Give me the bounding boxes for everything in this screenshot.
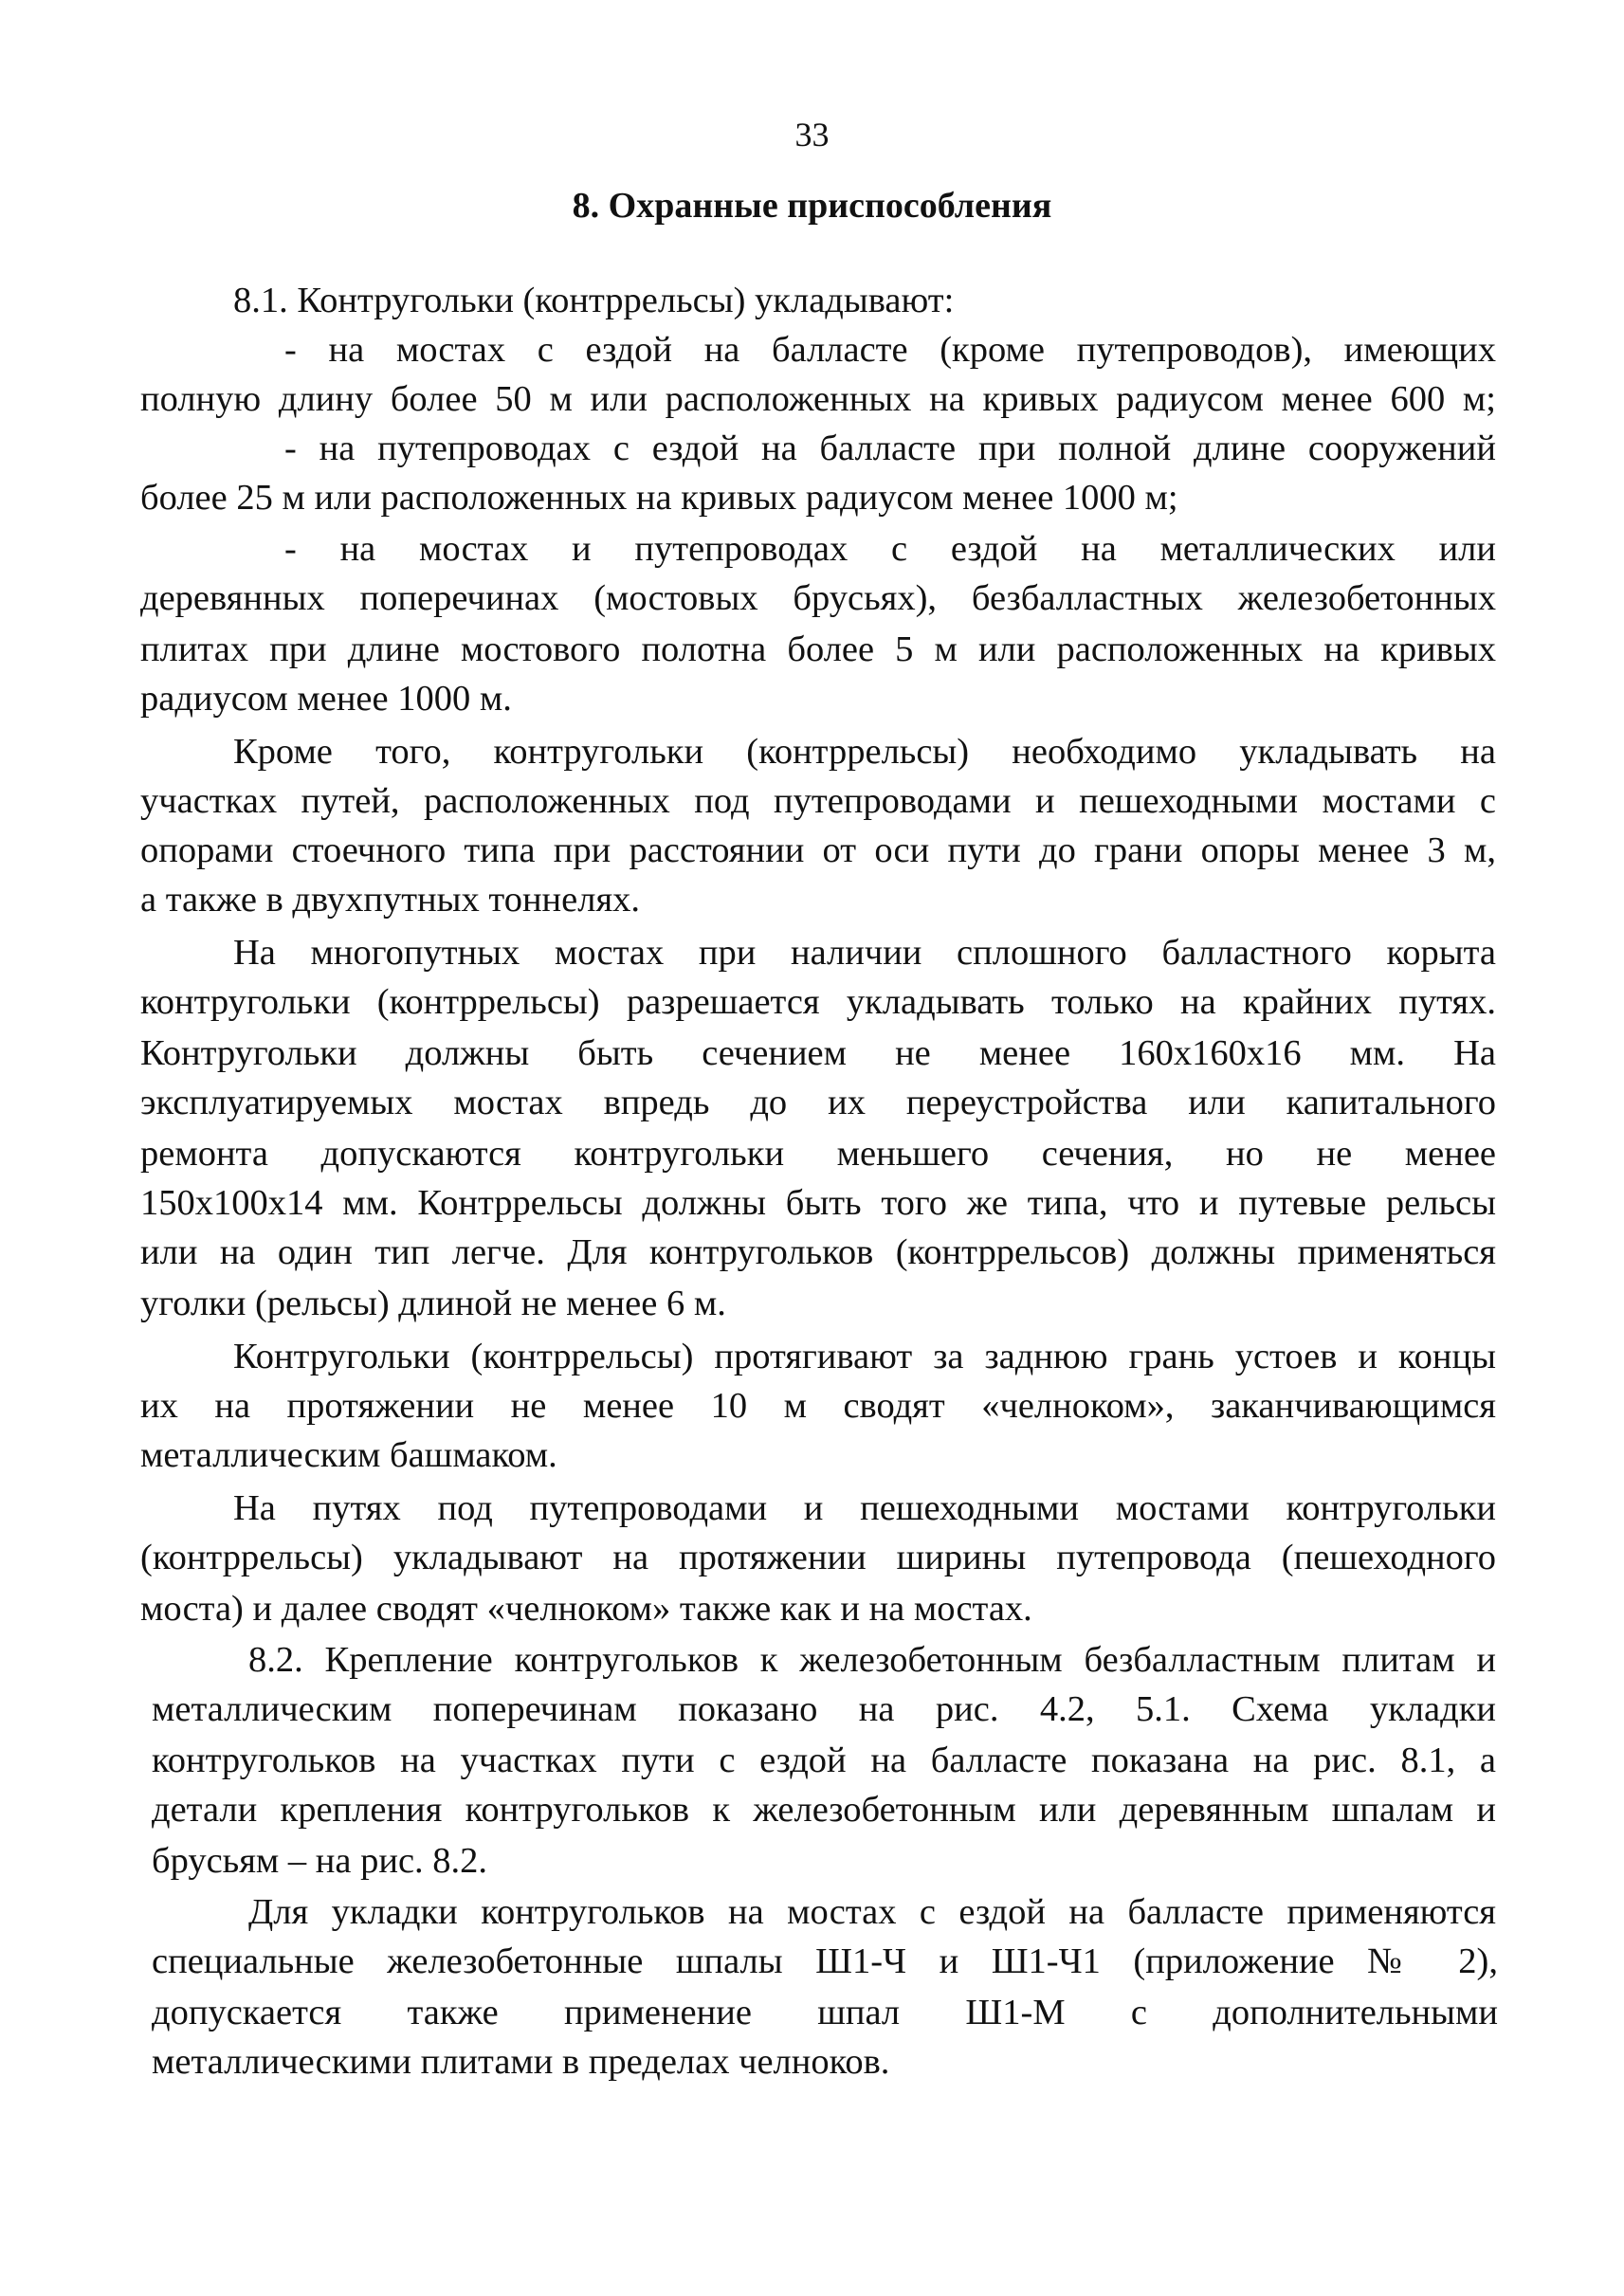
text-line: специальные железобетонные шпалы Ш1-Ч и Ш1-Ч1 (приложение № 2), — [152, 1941, 1498, 1981]
page-number: 33 — [794, 116, 830, 154]
text-line: 8.2. Крепление контругольков к железобетонным безбалластным плитам и — [248, 1640, 1496, 1680]
text-line: или на один тип легче. Для контругольков (контррельсов) должны применяться — [140, 1232, 1496, 1272]
text-line: участках путей, расположенных под путепроводами и пешеходными мостами с — [140, 781, 1496, 821]
text-line: более 25 м или расположенных на кривых радиусом менее 1000 м; — [140, 478, 1178, 518]
text-line: детали крепления контругольков к железобетонным или деревянным шпалам и — [152, 1790, 1496, 1830]
text-line: металлическим башмаком. — [140, 1435, 557, 1475]
text-line: - на мостах с ездой на балласте (кроме путепроводов), имеющих — [284, 330, 1496, 370]
text-line: деревянных поперечинах (мостовых брусьях), безбалластных железобетонных — [140, 578, 1496, 618]
text-line: Для укладки контругольков на мостах с ездой на балласте применяются — [248, 1892, 1496, 1932]
text-line: Кроме того, контругольки (контррельсы) необходимо укладывать на — [233, 732, 1496, 772]
text-line: брусьям – на рис. 8.2. — [152, 1841, 488, 1881]
text-line: полную длину более 50 м или расположенных на кривых радиусом менее 600 м; — [140, 379, 1496, 419]
text-line: Контругольки должны быть сечением не менее 160х160х16 мм. На — [140, 1033, 1496, 1073]
text-line: их на протяжении не менее 10 м сводят «челноком», заканчивающимся — [140, 1386, 1496, 1426]
text-line: контругольки (контррельсы) разрешается укладывать только на крайних путях. — [140, 982, 1496, 1022]
text-line: радиусом менее 1000 м. — [140, 679, 512, 719]
text-line: - на путепроводах с ездой на балласте при полной длине сооружений — [284, 428, 1496, 468]
text-line: На путях под путепроводами и пешеходными мостами контругольки — [233, 1488, 1496, 1528]
text-line: 8.1. Контругольки (контррельсы) укладывают: — [233, 281, 955, 320]
section-title: 8. Охранные приспособления — [572, 186, 1052, 226]
text-line: моста) и далее сводят «челноком» также как и на мостах. — [140, 1589, 1032, 1629]
text-line: контругольков на участках пути с ездой на балласте показана на рис. 8.1, а — [152, 1740, 1496, 1780]
text-line: - на мостах и путепроводах с ездой на металлических или — [284, 529, 1496, 569]
text-line: опорами стоечного типа при расстоянии от оси пути до грани опоры менее 3 м, — [140, 830, 1496, 870]
text-line: На многопутных мостах при наличии сплошного балластного корыта — [233, 933, 1496, 973]
text-line: Контругольки (контррельсы) протягивают за заднюю грань устоев и концы — [233, 1337, 1496, 1376]
text-line: 150х100х14 мм. Контррельсы должны быть того же типа, что и путевые рельсы — [140, 1183, 1496, 1223]
text-line: металлическими плитами в пределах челноков. — [152, 2042, 890, 2082]
text-line: допускается также применение шпал Ш1-М с дополнительными — [152, 1993, 1498, 2032]
text-line: плитах при длине мостового полотна более 5 м или расположенных на кривых — [140, 629, 1496, 669]
text-line: металлическим поперечинам показано на рис. 4.2, 5.1. Схема укладки — [152, 1689, 1496, 1729]
text-line: ремонта допускаются контругольки меньшего сечения, но не менее — [140, 1134, 1496, 1174]
text-line: эксплуатируемых мостах впредь до их переустройства или капитального — [140, 1083, 1496, 1122]
text-line: (контррельсы) укладывают на протяжении ширины путепровода (пешеходного — [140, 1538, 1496, 1577]
text-line: а также в двухпутных тоннелях. — [140, 880, 641, 920]
text-line: уголки (рельсы) длиной не менее 6 м. — [140, 1284, 726, 1323]
